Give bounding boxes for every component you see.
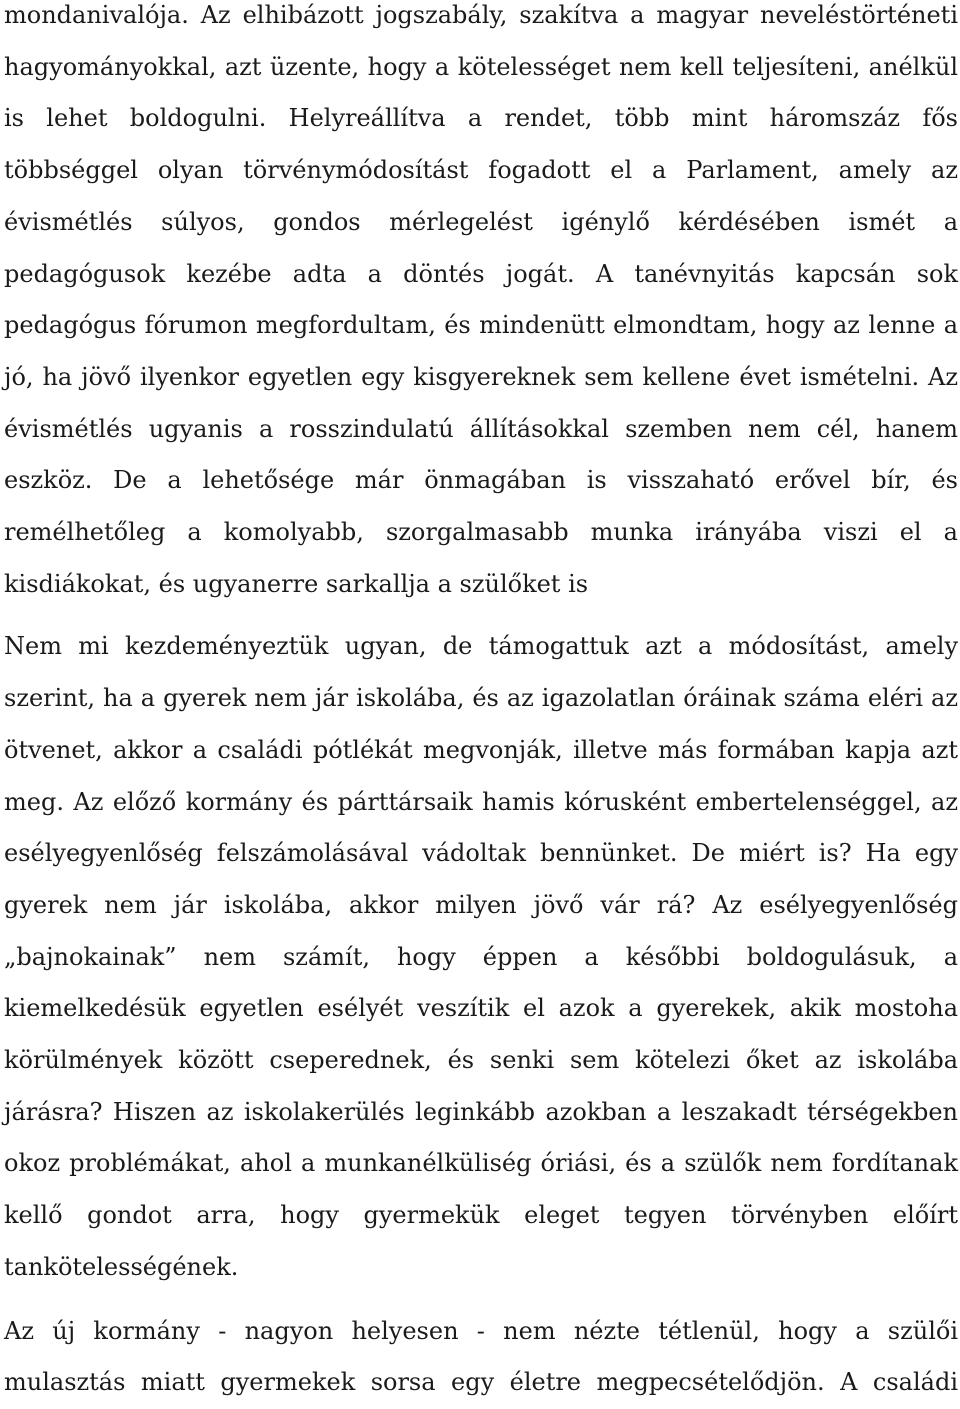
paragraph-new-government: Az új kormány - nagyon helyesen - nem nézte tétlenül, hogy a szülői mulasztás miatt gyermekek sorsa egy életre megpecsételődjön. A családi bbox=[4, 1316, 958, 1397]
document-page bbox=[4, 0, 958, 1409]
paragraph-family-allowance: Nem mi kezdeményeztük ugyan, de támogattuk azt a módosítást, amely szerint, ha a gyerek nem jár iskolába, és az igazolatlan óráinak száma eléri az ötvenet, akkor a családi pótlékát megvonják, illetve más formában kapja azt meg. Az előző kormány és párttársaik hamis kórusként embertelenséggel, az esélyegyenlőség felszámolásával vádoltak bennünket. De miért is? Ha egy gyerek nem jár iskolába, akkor milyen jövő vár rá? Az esélyegyenlőség „bajnokainak” nem számít, hogy éppen a későbbi boldogulásuk, a kiemelkedésük egyetlen esélyét veszítik el azok a gyerekek, akik mostoha körülmények között cseperednek, és senki sem kötelezi őket az iskolába járásra? Hiszen az iskolakerülés leginkább azokban a leszakadt térségekben okoz problémákat, ahol a munkanélküliség óriási, és a szülők nem fordítanak kellő gondot arra, hogy gyermekük eleget tegyen törvényben előírt tankötelességének. bbox=[4, 632, 958, 1281]
paragraph-grade-repetition: mondanivalója. Az elhibázott jogszabály, szakítva a magyar neveléstörténeti hagyományokkal, azt üzente, hogy a kötelességet nem kell teljesíteni, anélkül is lehet boldogulni. Helyreállítva a rendet, több mint háromszáz fős többséggel olyan törvénymódosítást fogadott el a Parlament, amely az évismétlés súlyos, gondos mérlegelést igénylő kérdésében ismét a pedagógusok kezébe adta a döntés jogát. A tanévnyitás kapcsán sok pedagógus fórumon megfordultam, és mindenütt elmondtam, hogy az lenne a jó, ha jövő ilyenkor egyetlen egy kisgyereknek sem kellene évet ismételni. Az évismétlés ugyanis a rosszindulatú állításokkal szemben nem cél, hanem eszköz. De a lehetősége már önmagában is visszaható erővel bír, és remélhetőleg a komolyabb, szorgalmasabb munka irányába viszi el a kisdiákokat, és ugyanerre sarkallja a szülőket is bbox=[4, 1, 958, 598]
